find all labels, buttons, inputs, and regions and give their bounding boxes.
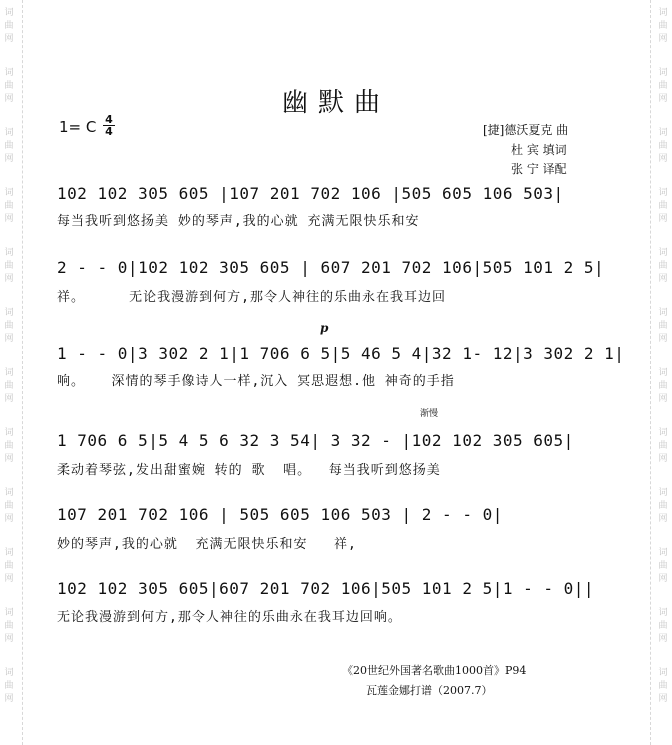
watermark-glyph: 网 bbox=[4, 694, 14, 704]
watermark-glyph: 网 bbox=[4, 574, 14, 584]
watermark-glyph: 网 bbox=[4, 454, 14, 464]
source-typist: 瓦莲金娜打谱（2007.7） bbox=[366, 684, 493, 697]
watermark-glyph: 曲 bbox=[658, 81, 668, 91]
watermark-glyph: 网 bbox=[4, 274, 14, 284]
watermark-glyph: 曲 bbox=[658, 141, 668, 151]
watermark-glyph: 网 bbox=[658, 454, 668, 464]
watermark-glyph: 词 bbox=[658, 8, 668, 18]
watermark-glyph: 词 bbox=[658, 128, 668, 138]
watermark-glyph: 曲 bbox=[658, 621, 668, 631]
watermark-glyph: 词 bbox=[658, 428, 668, 438]
tempo-marking: 渐慢 bbox=[420, 409, 439, 419]
lyric-line-4: 柔动着琴弦,发出甜蜜婉 转的 歌 唱。 每当我听到悠扬美 bbox=[57, 463, 441, 478]
song-title: 幽默曲 bbox=[281, 88, 390, 118]
watermark-glyph: 词 bbox=[658, 188, 668, 198]
watermark-glyph: 词 bbox=[4, 68, 14, 78]
watermark-glyph: 词 bbox=[4, 8, 14, 18]
notation-line-2: 2 - - 0|102 102 305 605 | 607 201 702 106|505 101 2 5| bbox=[57, 258, 605, 277]
composer-credit: [捷]德沃夏克 曲 bbox=[483, 123, 569, 137]
watermark-glyph: 词 bbox=[658, 668, 668, 678]
watermark-glyph: 网 bbox=[4, 34, 14, 44]
lyric-line-2: 祥。 无论我漫游到何方,那令人神往的乐曲永在我耳边回 bbox=[57, 290, 446, 305]
notation-line-1: 102 102 305 605 |107 201 702 106 |505 605 106 503| bbox=[57, 184, 564, 203]
notation-line-4: 1 706 6 5|5 4 5 6 32 3 54| 3 32 - |102 102 305 605| bbox=[57, 431, 574, 450]
lyric-line-5: 妙的琴声,我的心就 充满无限快乐和安 祥, bbox=[57, 537, 357, 552]
watermark-glyph: 网 bbox=[658, 214, 668, 224]
lyric-line-6: 无论我漫游到何方,那令人神往的乐曲永在我耳边回响。 bbox=[57, 610, 402, 625]
watermark-glyph: 词 bbox=[658, 548, 668, 558]
watermark-glyph: 曲 bbox=[658, 201, 668, 211]
watermark-glyph: 网 bbox=[4, 214, 14, 224]
watermark-glyph: 曲 bbox=[4, 441, 14, 451]
translator-credit: 张 宁 译配 bbox=[511, 162, 567, 176]
watermark-glyph: 曲 bbox=[658, 21, 668, 31]
watermark-glyph: 词 bbox=[4, 428, 14, 438]
watermark-glyph: 曲 bbox=[4, 621, 14, 631]
watermark-glyph: 网 bbox=[4, 514, 14, 524]
watermark-glyph: 网 bbox=[658, 514, 668, 524]
notation-line-6: 102 102 305 605|607 201 702 106|505 101 2 5|1 - - 0|| bbox=[57, 579, 595, 598]
watermark-glyph: 词 bbox=[4, 128, 14, 138]
watermark-glyph: 网 bbox=[658, 334, 668, 344]
meter-numerator: 4 bbox=[103, 114, 115, 126]
watermark-glyph: 词 bbox=[4, 308, 14, 318]
watermark-glyph: 网 bbox=[658, 694, 668, 704]
watermark-glyph: 网 bbox=[658, 34, 668, 44]
key-signature: 1= C bbox=[59, 118, 97, 136]
watermark-glyph: 网 bbox=[4, 94, 14, 104]
notation-line-3: 1 - - 0|3 302 2 1|1 706 6 5|5 46 5 4|32 1- 12|3 302 2 1| bbox=[57, 344, 625, 363]
watermark-glyph: 词 bbox=[4, 368, 14, 378]
watermark-glyph: 词 bbox=[4, 608, 14, 618]
watermark-glyph: 词 bbox=[658, 248, 668, 258]
watermark-glyph: 网 bbox=[658, 274, 668, 284]
watermark-glyph: 曲 bbox=[658, 261, 668, 271]
watermark-glyph: 曲 bbox=[4, 501, 14, 511]
watermark-glyph: 曲 bbox=[658, 441, 668, 451]
watermark-glyph: 词 bbox=[658, 608, 668, 618]
watermark-glyph: 词 bbox=[658, 308, 668, 318]
watermark-glyph: 曲 bbox=[658, 681, 668, 691]
watermark-glyph: 曲 bbox=[4, 81, 14, 91]
watermark-glyph: 词 bbox=[658, 368, 668, 378]
watermark-glyph: 曲 bbox=[4, 321, 14, 331]
notation-line-5: 107 201 702 106 | 505 605 106 503 | 2 - - 0| bbox=[57, 505, 503, 524]
watermark-glyph: 网 bbox=[4, 334, 14, 344]
watermark-glyph: 网 bbox=[4, 154, 14, 164]
watermark-glyph: 曲 bbox=[4, 201, 14, 211]
watermark-glyph: 曲 bbox=[4, 561, 14, 571]
lyricist-credit: 杜 宾 填词 bbox=[511, 143, 567, 157]
watermark-glyph: 词 bbox=[658, 488, 668, 498]
watermark-glyph: 网 bbox=[658, 574, 668, 584]
watermark-glyph: 网 bbox=[4, 634, 14, 644]
watermark-glyph: 曲 bbox=[658, 381, 668, 391]
watermark-glyph: 词 bbox=[4, 188, 14, 198]
source-book: 《20世纪外国著名歌曲1000首》P94 bbox=[342, 664, 527, 677]
watermark-glyph: 曲 bbox=[658, 561, 668, 571]
watermark-glyph: 曲 bbox=[4, 21, 14, 31]
lyric-line-1: 每当我听到悠扬美 妙的琴声,我的心就 充满无限快乐和安 bbox=[57, 214, 420, 229]
meter-denominator: 4 bbox=[105, 125, 113, 138]
time-signature bbox=[103, 114, 115, 137]
watermark-glyph: 词 bbox=[4, 488, 14, 498]
watermark-glyph: 网 bbox=[658, 154, 668, 164]
watermark-glyph: 词 bbox=[4, 248, 14, 258]
watermark-glyph: 曲 bbox=[4, 681, 14, 691]
lyric-line-3: 响。 深情的琴手像诗人一样,沉入 冥思遐想.他 神奇的手指 bbox=[57, 374, 455, 389]
watermark-glyph: 曲 bbox=[4, 381, 14, 391]
watermark-glyph: 网 bbox=[4, 394, 14, 404]
watermark-glyph: 网 bbox=[658, 634, 668, 644]
dynamic-marking: p bbox=[320, 321, 329, 335]
watermark-glyph: 词 bbox=[4, 548, 14, 558]
watermark-glyph: 网 bbox=[658, 394, 668, 404]
watermark-glyph: 曲 bbox=[4, 261, 14, 271]
watermark-glyph: 词 bbox=[658, 68, 668, 78]
watermark-glyph: 词 bbox=[4, 668, 14, 678]
watermark-glyph: 曲 bbox=[658, 501, 668, 511]
watermark-glyph: 曲 bbox=[4, 141, 14, 151]
watermark-glyph: 网 bbox=[658, 94, 668, 104]
watermark-glyph: 曲 bbox=[658, 321, 668, 331]
